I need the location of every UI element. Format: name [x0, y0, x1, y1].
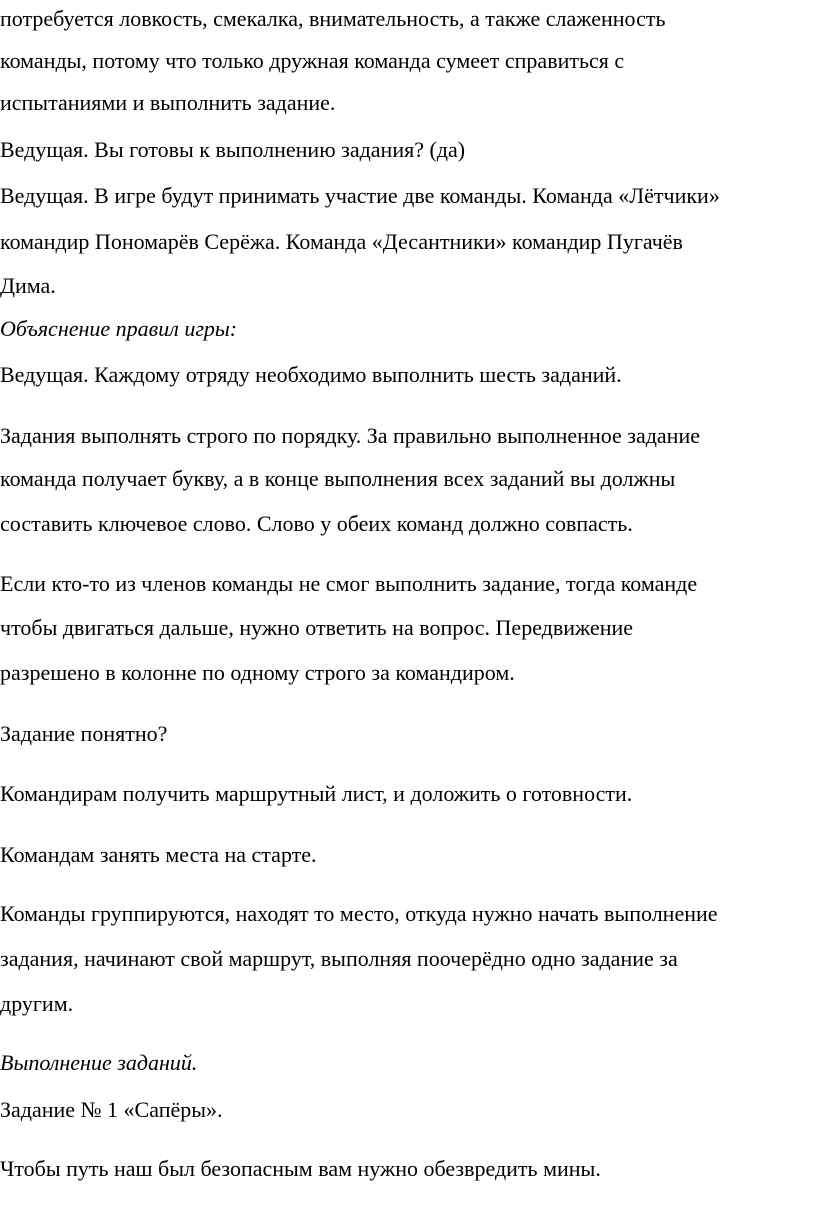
text-line: Чтобы путь наш был безопасным вам нужно обезвредить мины. [0, 1156, 601, 1181]
text-line: задания, начинают свой маршрут, выполняя поочерёдно одно задание за [0, 946, 678, 971]
text-line: составить ключевое слово. Слово у обеих команд должно совпасть. [0, 511, 633, 536]
text-line: потребуется ловкость, смекалка, внимательность, а также слаженность [0, 6, 666, 31]
text-line: Ведущая. Каждому отряду необходимо выполнить шесть заданий. [0, 362, 622, 387]
text-line: Ведущая. Вы готовы к выполнению задания? (да) [0, 137, 466, 162]
text-line: Если кто-то из членов команды не смог выполнить задание, тогда команде [0, 571, 698, 596]
section-heading: Выполнение заданий. [0, 1050, 198, 1075]
text-line: Командирам получить маршрутный лист, и доложить о готовности. [0, 781, 633, 806]
text-line: другим. [0, 991, 74, 1016]
text-line: чтобы двигаться дальше, нужно ответить на вопрос. Передвижение [0, 615, 634, 640]
text-line: команды, потому что только дружная команда сумеет справиться с [0, 48, 625, 73]
task-title: Задание № 1 «Сапёры». [0, 1097, 223, 1122]
text-line: испытаниями и выполнить задание. [0, 90, 336, 115]
text-line: Команды группируются, находят то место, откуда нужно начать выполнение [0, 901, 718, 926]
text-line: командир Пономарёв Серёжа. Команда «Десантники» командир Пугачёв [0, 229, 683, 254]
text-line: Ведущая. В игре будут принимать участие две команды. Команда «Лётчики» [0, 183, 720, 208]
text-line: Дима. [0, 273, 56, 298]
text-line: Командам занять места на старте. [0, 842, 317, 867]
text-line: Задание понятно? [0, 721, 168, 746]
text-line: разрешено в колонне по одному строго за командиром. [0, 660, 515, 685]
text-line: Задания выполнять строго по порядку. За правильно выполненное задание [0, 423, 700, 448]
section-heading: Объяснение правил игры: [0, 316, 238, 341]
text-line: команда получает букву, а в конце выполнения всех заданий вы должны [0, 466, 676, 491]
